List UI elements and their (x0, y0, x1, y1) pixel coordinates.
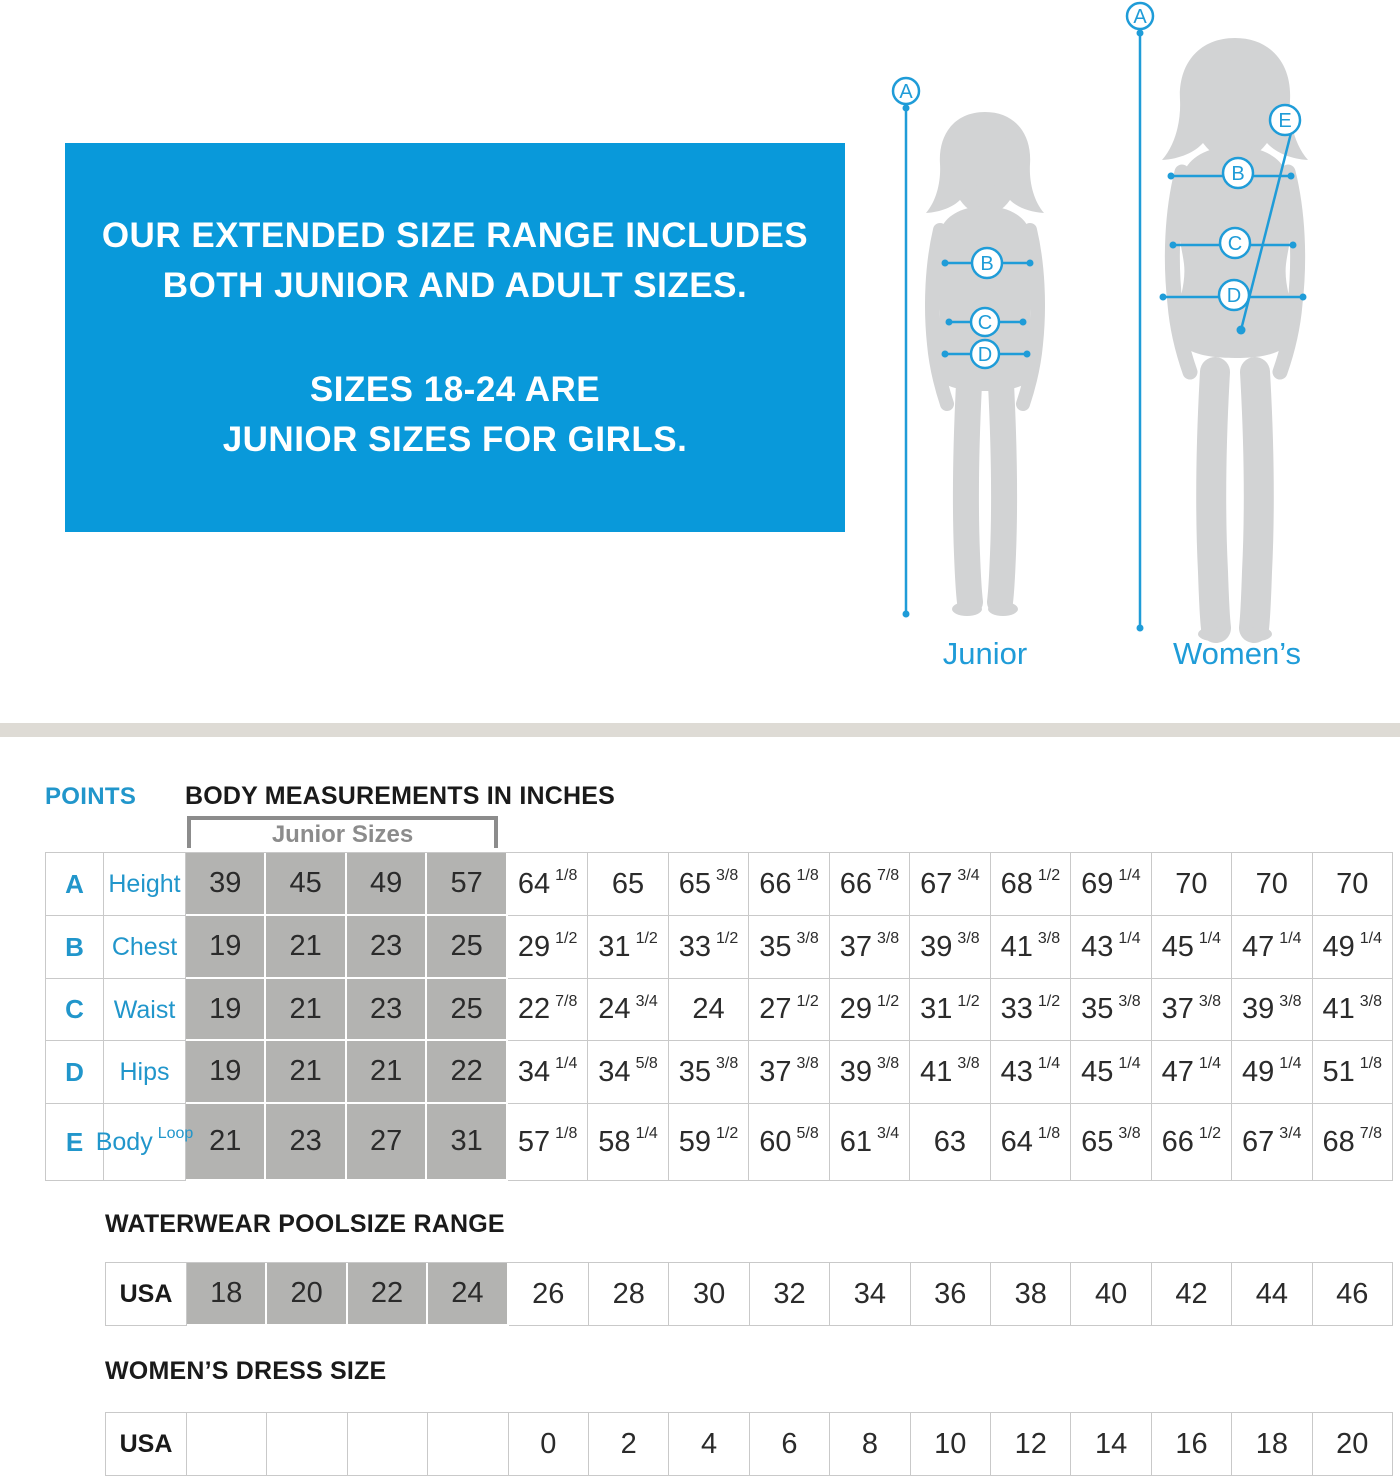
junior-figure-label: Junior (942, 636, 1028, 671)
marker-d-label: D (977, 344, 993, 366)
size-cell: 59 1/2 (669, 1104, 749, 1181)
size-cell: 37 3/8 (830, 916, 910, 979)
dress-size-cell: 20 (1313, 1413, 1393, 1476)
size-cell: 34 1/4 (508, 1041, 588, 1104)
junior-size-cell: 23 (347, 916, 427, 979)
junior-size-cell: 21 (266, 916, 346, 979)
measure-label-cell: Height (104, 853, 186, 916)
marker-c-label: C (977, 312, 993, 334)
size-cell: 66 1/2 (1152, 1104, 1232, 1181)
womens-figure-label: Women’s (1172, 636, 1302, 671)
size-cell: 43 1/4 (991, 1041, 1071, 1104)
junior-size-cell: 21 (266, 979, 346, 1041)
size-cell: 45 1/4 (1152, 916, 1232, 979)
size-cell: 64 1/8 (508, 853, 588, 916)
junior-size-cell: 27 (347, 1104, 427, 1181)
measure-label-cell: Waist (104, 979, 186, 1041)
point-cell: D (46, 1041, 104, 1104)
empty-cell (348, 1413, 428, 1476)
size-cell: 66 1/8 (749, 853, 829, 916)
junior-sizes-bracket (187, 816, 498, 848)
poolsize-heading: WATERWEAR POOLSIZE RANGE (105, 1210, 505, 1238)
dress-size-cell: 18 (1232, 1413, 1312, 1476)
marker-e-label: E (1278, 110, 1292, 132)
point-cell: C (46, 979, 104, 1041)
dress-size-cell: 10 (911, 1413, 991, 1476)
size-cell: 34 (830, 1263, 910, 1326)
dress-size-cell: 16 (1152, 1413, 1232, 1476)
marker-b-label: B (1231, 163, 1245, 185)
point-cell: A (46, 853, 104, 916)
size-cell: 57 1/8 (508, 1104, 588, 1181)
junior-size-cell: 22 (427, 1041, 507, 1104)
junior-sizes-bracket-label: Junior Sizes (271, 821, 414, 848)
junior-size-cell: 24 (428, 1263, 508, 1326)
junior-size-cell: 23 (347, 979, 427, 1041)
size-cell: 49 1/4 (1232, 1041, 1312, 1104)
junior-size-cell: 21 (347, 1041, 427, 1104)
marker-a-label: A (1133, 6, 1147, 28)
body-measurement-diagram (860, 0, 1400, 680)
marker-b-label: B (980, 253, 994, 275)
size-cell: 28 (589, 1263, 669, 1326)
size-cell: 32 (750, 1263, 830, 1326)
dress-size-cell: 0 (509, 1413, 589, 1476)
size-cell: 26 (509, 1263, 589, 1326)
size-cell: 35 3/8 (1071, 979, 1151, 1041)
banner-paragraph-1 (102, 211, 808, 311)
junior-size-cell: 23 (266, 1104, 346, 1181)
junior-size-cell: 31 (427, 1104, 507, 1181)
empty-cell (187, 1413, 267, 1476)
size-cell: 45 1/4 (1071, 1041, 1151, 1104)
size-cell: 29 1/2 (830, 979, 910, 1041)
points-heading: POINTS (45, 783, 137, 810)
dress-size-cell: 12 (991, 1413, 1071, 1476)
size-cell: 39 3/8 (910, 916, 990, 979)
junior-size-cell: 57 (427, 853, 507, 916)
junior-size-cell: 22 (348, 1263, 428, 1326)
usa-label-cell: USA (106, 1413, 187, 1476)
measure-label-cell: Hips (104, 1041, 186, 1104)
size-cell: 24 (669, 979, 749, 1041)
size-cell: 61 3/4 (830, 1104, 910, 1181)
poolsize-table (105, 1262, 1393, 1326)
size-cell: 64 1/8 (991, 1104, 1071, 1181)
junior-height-line-a (893, 78, 919, 618)
size-cell: 68 1/2 (991, 853, 1071, 916)
junior-size-cell: 25 (427, 916, 507, 979)
junior-size-cell: 39 (186, 853, 266, 916)
size-cell: 33 1/2 (669, 916, 749, 979)
measure-label-cell: Chest (104, 916, 186, 979)
dress-size-cell: 8 (830, 1413, 910, 1476)
dress-size-cell: 4 (669, 1413, 749, 1476)
dress-size-table (105, 1412, 1393, 1476)
size-cell: 33 1/2 (991, 979, 1071, 1041)
dress-size-cell: 14 (1071, 1413, 1151, 1476)
banner-paragraph-2 (223, 365, 688, 465)
size-cell: 40 (1071, 1263, 1151, 1326)
junior-size-cell: 49 (347, 853, 427, 916)
junior-size-cell: 19 (186, 1041, 266, 1104)
size-cell: 47 1/4 (1152, 1041, 1232, 1104)
point-cell: B (46, 916, 104, 979)
size-cell: 36 (911, 1263, 991, 1326)
size-cell: 67 3/4 (1232, 1104, 1312, 1181)
junior-size-cell: 21 (266, 1041, 346, 1104)
dress-size-heading: WOMEN’S DRESS SIZE (105, 1357, 387, 1385)
junior-size-cell: 18 (187, 1263, 267, 1326)
banner-text-line: BOTH JUNIOR AND ADULT SIZES. (162, 265, 748, 305)
womens-height-line-a (1127, 3, 1153, 632)
size-cell: 67 3/4 (910, 853, 990, 916)
size-cell: 49 1/4 (1313, 916, 1393, 979)
size-cell: 70 (1152, 853, 1232, 916)
size-cell: 42 (1152, 1263, 1232, 1326)
size-cell: 47 1/4 (1232, 916, 1312, 979)
junior-size-cell: 20 (267, 1263, 347, 1326)
size-cell: 51 1/8 (1313, 1041, 1393, 1104)
empty-cell (428, 1413, 508, 1476)
size-cell: 37 3/8 (1152, 979, 1232, 1041)
size-cell: 63 (910, 1104, 990, 1181)
size-cell: 22 7/8 (508, 979, 588, 1041)
info-banner (65, 143, 845, 532)
size-cell: 24 3/4 (588, 979, 668, 1041)
usa-label-cell: USA (106, 1263, 187, 1326)
size-cell: 65 (588, 853, 668, 916)
junior-size-cell: 19 (186, 916, 266, 979)
marker-d-label: D (1226, 285, 1242, 307)
section-divider (0, 723, 1400, 737)
junior-size-cell: 45 (266, 853, 346, 916)
marker-c-label: C (1227, 233, 1243, 255)
size-cell: 31 1/2 (588, 916, 668, 979)
body-measurements-heading: BODY MEASUREMENTS IN INCHES (185, 782, 615, 810)
size-cell: 39 3/8 (1232, 979, 1312, 1041)
banner-text-line: OUR EXTENDED SIZE RANGE INCLUDES (101, 215, 809, 255)
size-cell: 44 (1232, 1263, 1312, 1326)
size-cell: 65 3/8 (669, 853, 749, 916)
size-cell: 58 1/4 (588, 1104, 668, 1181)
size-cell: 69 1/4 (1071, 853, 1151, 916)
size-cell: 68 7/8 (1313, 1104, 1393, 1181)
point-cell: E (46, 1104, 104, 1181)
size-cell: 41 3/8 (1313, 979, 1393, 1041)
dress-size-cell: 2 (589, 1413, 669, 1476)
size-cell: 66 7/8 (830, 853, 910, 916)
size-cell: 70 (1313, 853, 1393, 916)
size-cell: 29 1/2 (508, 916, 588, 979)
size-cell: 34 5/8 (588, 1041, 668, 1104)
body-measurements-table (45, 852, 1393, 1181)
size-cell: 39 3/8 (830, 1041, 910, 1104)
empty-cell (267, 1413, 347, 1476)
size-cell: 35 3/8 (669, 1041, 749, 1104)
size-cell: 41 3/8 (910, 1041, 990, 1104)
measure-label-cell: Body Loop (104, 1104, 186, 1181)
size-cell: 27 1/2 (749, 979, 829, 1041)
size-cell: 65 3/8 (1071, 1104, 1151, 1181)
size-cell: 46 (1313, 1263, 1393, 1326)
banner-text-line: SIZES 18-24 ARE (309, 369, 601, 409)
size-cell: 37 3/8 (749, 1041, 829, 1104)
size-cell: 38 (991, 1263, 1071, 1326)
junior-size-cell: 19 (186, 979, 266, 1041)
size-cell: 30 (669, 1263, 749, 1326)
size-cell: 70 (1232, 853, 1312, 916)
size-cell: 41 3/8 (991, 916, 1071, 979)
size-cell: 35 3/8 (749, 916, 829, 979)
junior-size-cell: 21 (186, 1104, 266, 1181)
junior-size-cell: 25 (427, 979, 507, 1041)
size-cell: 43 1/4 (1071, 916, 1151, 979)
banner-text-line: JUNIOR SIZES FOR GIRLS. (222, 419, 688, 459)
dress-size-cell: 6 (750, 1413, 830, 1476)
marker-a-label: A (899, 81, 913, 103)
size-cell: 31 1/2 (910, 979, 990, 1041)
size-cell: 60 5/8 (749, 1104, 829, 1181)
